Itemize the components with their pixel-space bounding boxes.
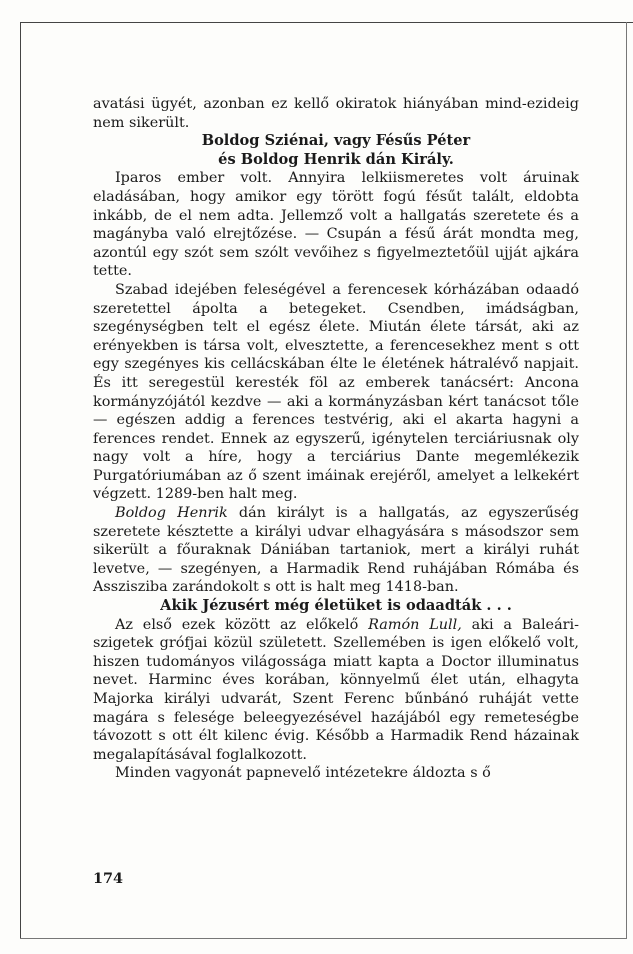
section2-paragraph-1-start: Az első ezek között az előkelő bbox=[115, 616, 369, 633]
section1-heading bbox=[93, 132, 579, 169]
page-number: 174 bbox=[93, 870, 124, 887]
page-border-bottom bbox=[20, 938, 627, 939]
page-border-top bbox=[20, 22, 633, 23]
section1-paragraph-3-text: dán királyt is a hallgatás, az egyszerűség szeretete késztette a királyi udvar elhagyására s másodszor sem sikerült a főuraknak Dániában tartaniok, mert a királyi ruhát levetve, — szegényen, a Harmadik Rend ruhájában Rómába és Asszisziba zarándokolt s ott is halt meg 1418-ban. bbox=[93, 505, 580, 596]
henrik-name: Boldog Henrik bbox=[115, 505, 228, 522]
page-border-left bbox=[20, 22, 21, 939]
section2-heading: Akik Jézusért még életüket is odaadták . . . bbox=[160, 597, 512, 615]
page-text-column bbox=[93, 95, 579, 783]
section2-paragraph-1 bbox=[93, 616, 579, 765]
section1-title-line2: és Boldog Henrik dán Király. bbox=[218, 150, 454, 168]
ramon-lull-name: Ramón Lull, bbox=[368, 616, 462, 633]
section2-paragraph-1-text: aki a Baleári-szigetek grófjai közül született. Szellemében is igen előkelő volt, hiszen tudományos világossága miatt kapta a Doctor illuminatus nevet. Harminc éves korában, könnyelmű élet után, elhagyta Majorka királyi udvarát, Szent Ferenc bűnbánó ruháját vette magára s felesége beleegyezésével hazájából egy remeteségbe távozott s ott élt kilenc évig. Később a Harmadik Rend házainak megalapításával foglalkozott. bbox=[93, 616, 579, 763]
page-border-right bbox=[626, 22, 627, 939]
section1-paragraph-3 bbox=[93, 504, 579, 597]
intro-paragraph: avatási ügyét, azonban ez kellő okiratok hiányában mind-ezideig nem sikerült. bbox=[93, 96, 579, 131]
section2-paragraph-2: Minden vagyonát papnevelő intézetekre áldozta s ő bbox=[115, 765, 491, 782]
section1-title-line1: Boldog Sziénai, vagy Fésűs Péter bbox=[201, 132, 471, 150]
section1-paragraph-2: Szabad idejében feleségével a ferencesek kórházában odaadó szeretettel ápolta a betegeket. Csendben, imádságban, szegénységben telt el egész élete. Miután élete társát, aki az erényekben is társa volt, elvesztette, a ferencesekhez ment s ott egy szegényes kis cellácskában élte le életének hátralévő napjait. És itt seregestül keresték föl az emberek tanácsért: Ancona kormányzójától kezdve — aki a kormányzásban kért tanácsot tőle — egészen addig a ferences testvérig, aki el akarta hagyni a ferences rendet. Ennek az egyszerű, igénytelen terciáriusnak oly nagy volt a híre, hogy a terciárius Dante megemlékezik Purgatóriumában az ő szent imáinak erejéről, amelyet a lelkekért végzett. 1289-ben halt meg. bbox=[93, 281, 579, 503]
section1-paragraph-1: Iparos ember volt. Annyira lelkiismeretes volt áruinak eladásában, hogy amikor egy törött fogú fésűt talált, eldobta inkább, de el nem adta. Jellemző volt a hallgatás szeretete és a magányba való elrejtőzése. — Csupán a fésű árát mondta meg, azontúl egy szót sem szólt vevőihez s figyelmeztetőül ujját ajkára tette. bbox=[93, 170, 579, 280]
